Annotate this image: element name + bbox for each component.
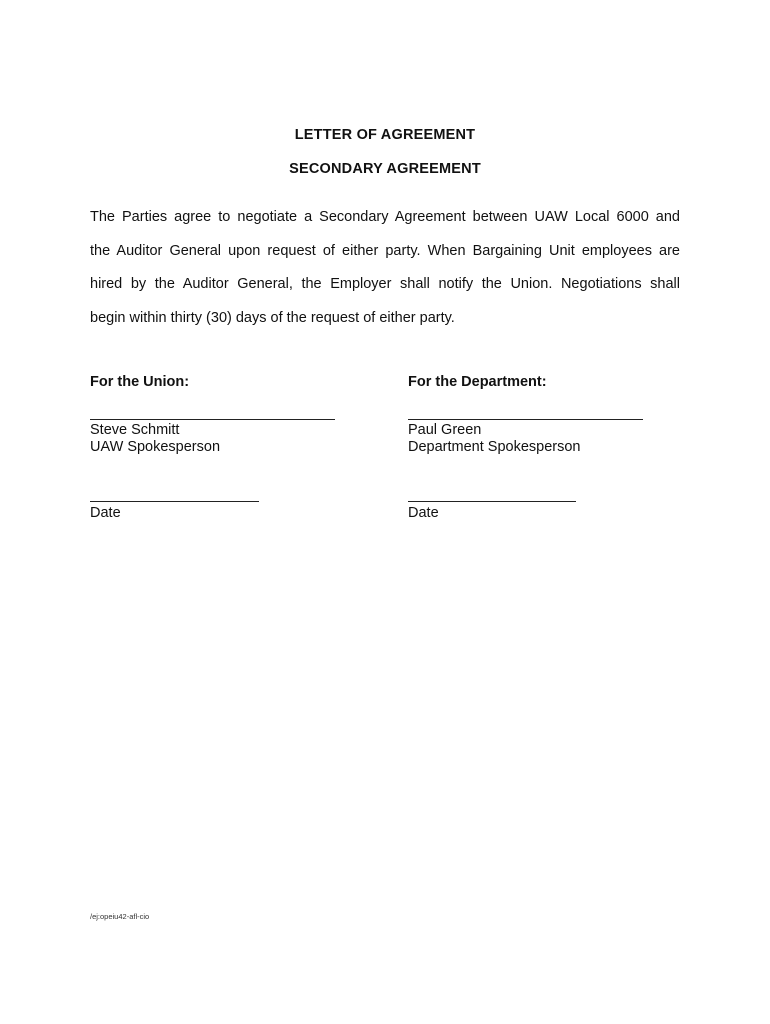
- paragraph-line: the Auditor General upon request of either party. When Bargaining Unit employees are: [90, 243, 680, 259]
- department-signer-role: Department Spokesperson: [408, 439, 581, 455]
- union-date-label: Date: [90, 505, 121, 521]
- department-heading: For the Department:: [408, 374, 547, 390]
- department-date-label: Date: [408, 505, 439, 521]
- union-signer-name: Steve Schmitt: [90, 422, 180, 438]
- paragraph-line: The Parties agree to negotiate a Secondary Agreement between UAW Local 6000 and: [90, 209, 680, 225]
- union-signer-role: UAW Spokesperson: [90, 439, 221, 455]
- document-title: LETTER OF AGREEMENT: [294, 127, 476, 143]
- department-signer-name: Paul Green: [408, 422, 482, 438]
- union-heading: For the Union:: [90, 374, 190, 390]
- document-subtitle: SECONDARY AGREEMENT: [289, 161, 481, 177]
- union-date-line: [90, 501, 259, 502]
- department-date-line: [408, 501, 576, 502]
- footer-code: /ej:opeiu42-afl-cio: [90, 912, 150, 921]
- union-signature-line: [90, 419, 335, 420]
- paragraph-line: hired by the Auditor General, the Employer shall notify the Union. Negotiations shall: [90, 276, 680, 292]
- department-signature-line: [408, 419, 643, 420]
- paragraph-line: begin within thirty (30) days of the request of either party.: [90, 310, 455, 326]
